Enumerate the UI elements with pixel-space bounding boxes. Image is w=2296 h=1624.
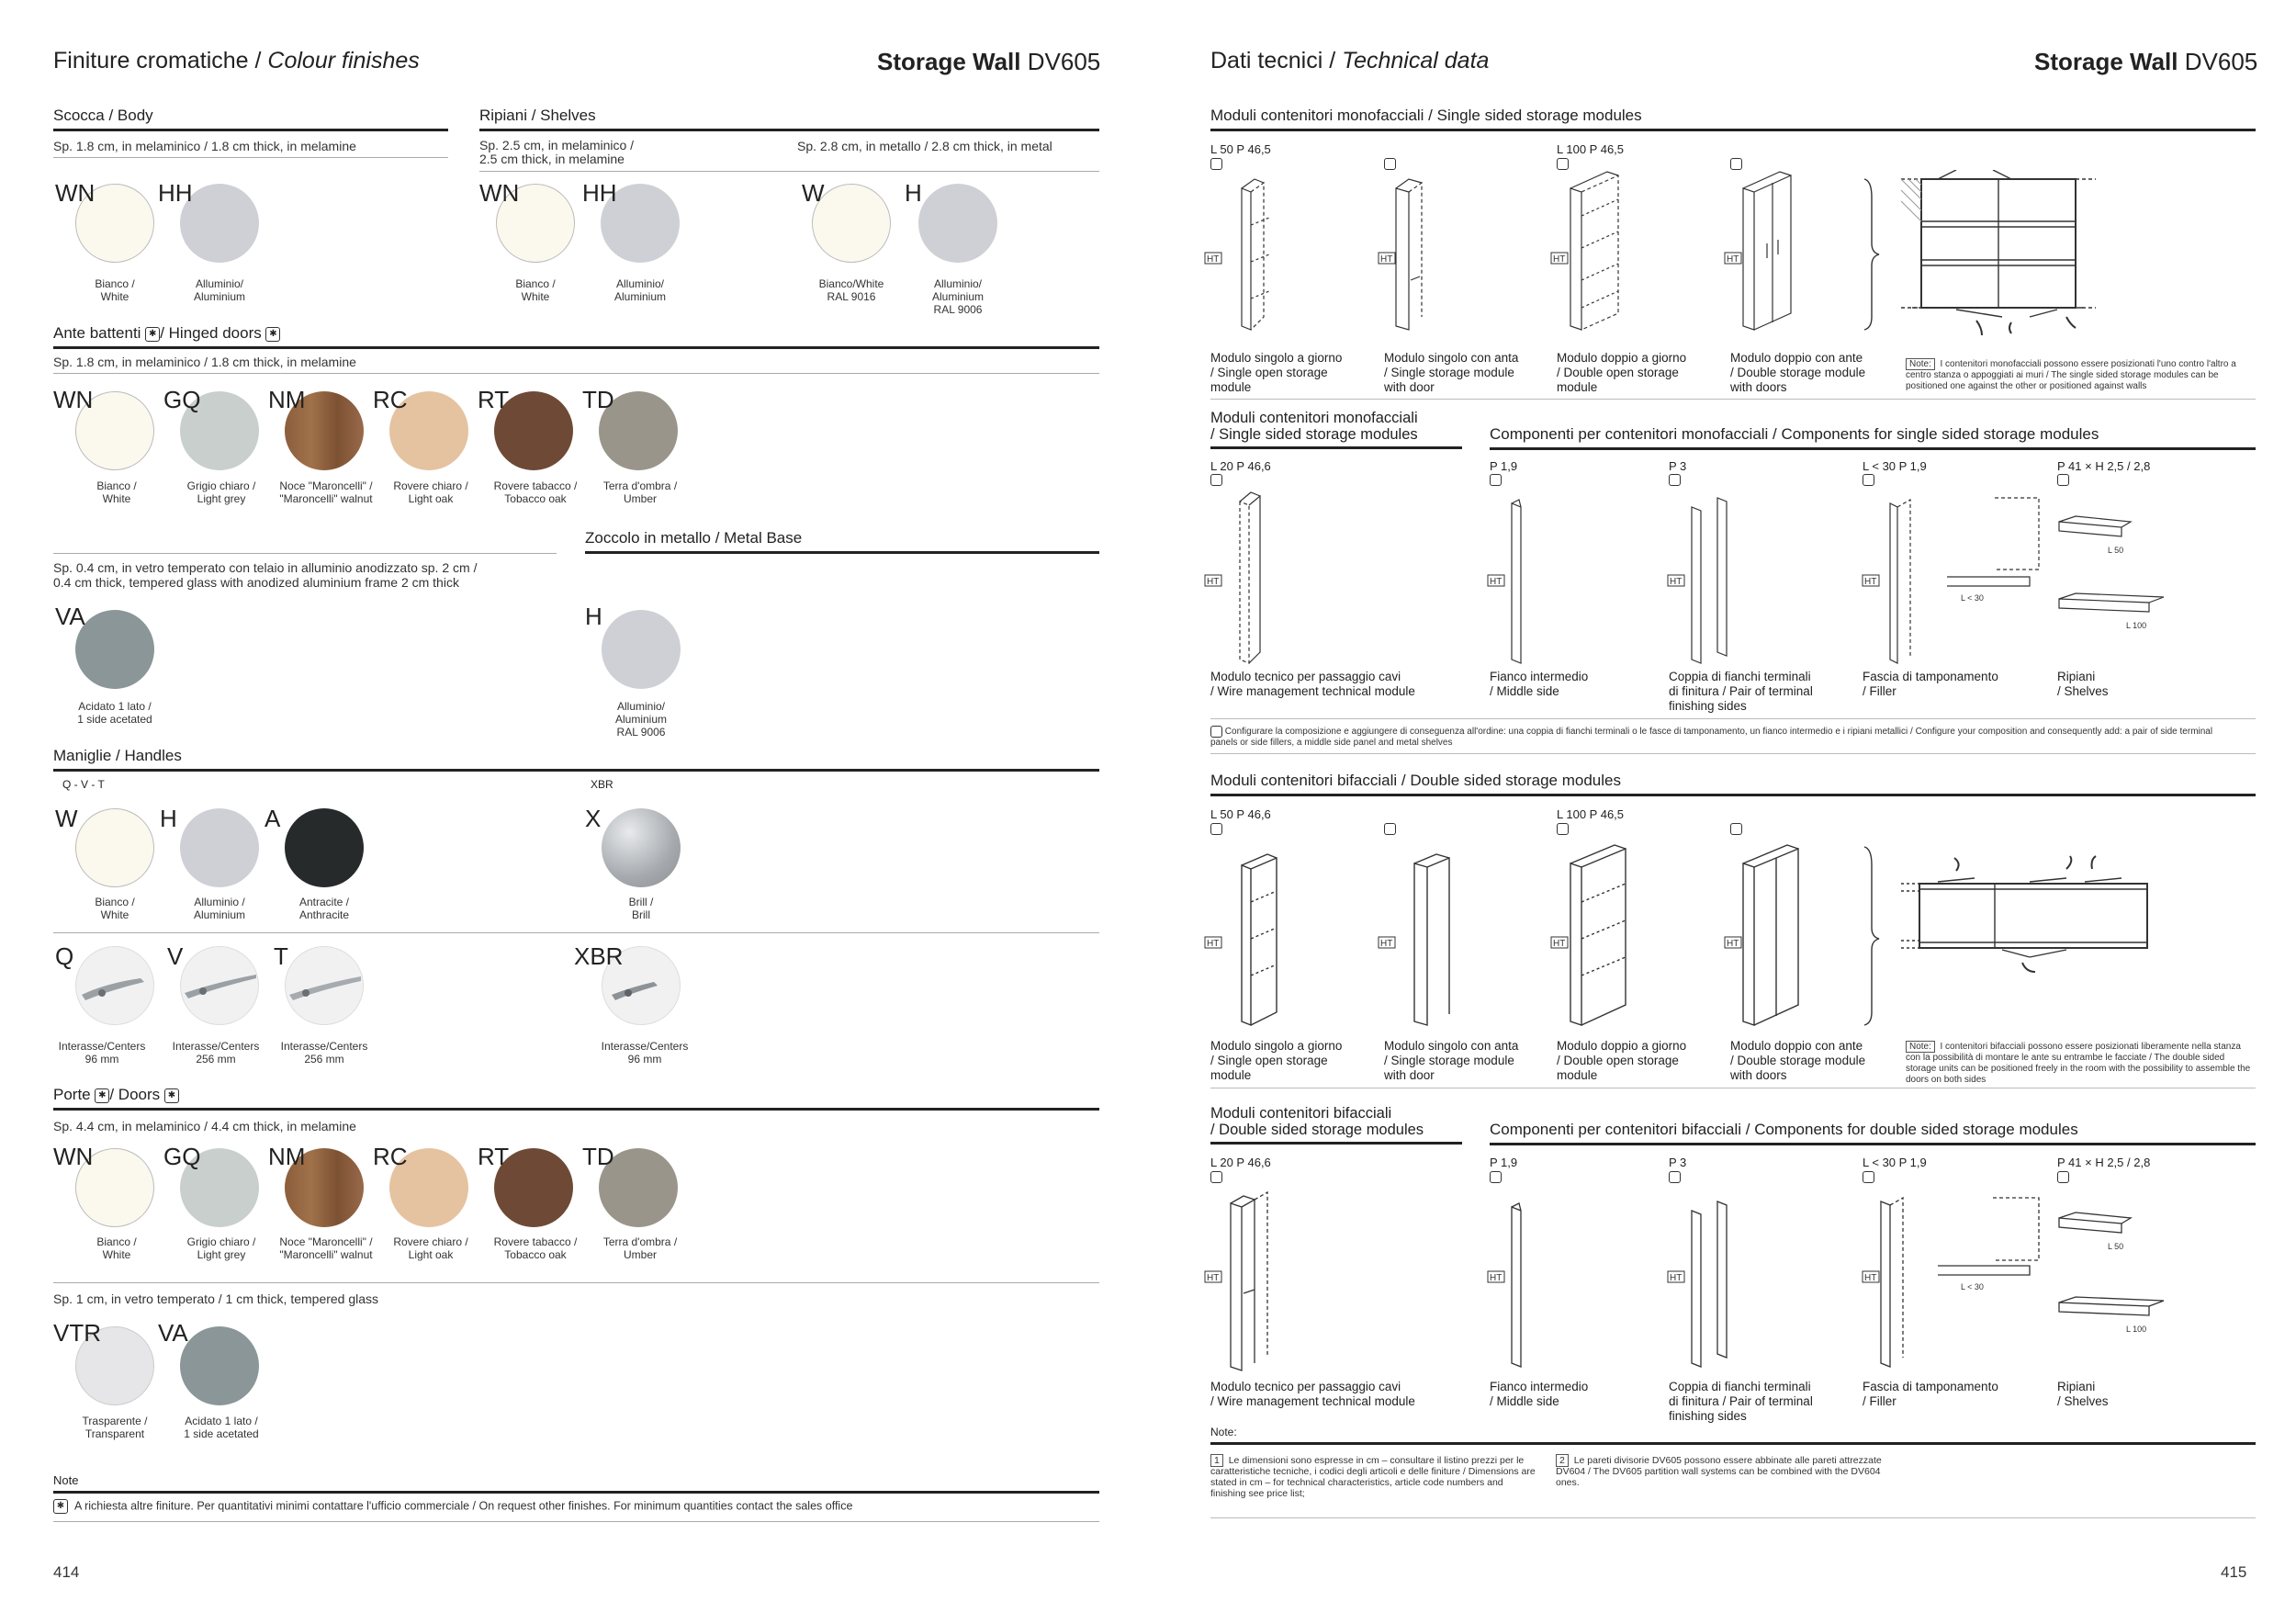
swatch-code: A [264, 805, 281, 832]
swatch-label: Noce "Maroncelli" / "Maroncelli" walnut [279, 479, 373, 505]
shelves-spec-melamine: Sp. 2.5 cm, in melaminico / 2.5 cm thick, in melamine [479, 138, 635, 166]
swatch-glass-va [75, 610, 154, 689]
handle-shape-image [180, 946, 259, 1025]
ht-label: HT [1207, 577, 1220, 587]
swatch [180, 808, 259, 887]
swatch-label: Bianco / White [96, 1235, 137, 1261]
swatch-code: RT [478, 386, 510, 413]
handles-group-xbr: XBR [591, 778, 613, 791]
swatch-label: Interasse/Centers 96 mm [601, 1040, 689, 1066]
module-caption: Modulo doppio con ante / Double storage module with doors [1730, 1039, 1866, 1082]
asterisk-icon: ✱ [95, 1088, 109, 1103]
swatch-code: H [585, 603, 602, 630]
swatch-code: V [167, 942, 184, 970]
divider [1210, 1517, 2256, 1518]
dimension-label: L 50 P 46,6 [1210, 807, 1271, 821]
module-caption: Modulo singolo con anta / Single storage module with door [1384, 1039, 1519, 1082]
ht-label: HT [1490, 1273, 1503, 1283]
note-label: Note: [1906, 1041, 1935, 1053]
swatch-label: Alluminio/ Aluminium RAL 9006 [931, 277, 984, 316]
module-type-icon [1490, 1171, 1502, 1183]
swatch-label: Rovere tabacco / Tobacco oak [493, 1235, 578, 1261]
divider [1210, 399, 2256, 400]
double-sided-modules-drawings [1203, 838, 2259, 1031]
component-caption: Ripiani / Shelves [2057, 1380, 2109, 1408]
final-note-title: Note: [1210, 1426, 2256, 1445]
swatch-code: WN [53, 1143, 94, 1170]
swatch-label: Trasparente / Transparent [82, 1415, 148, 1440]
swatch-label: Grigio chiaro / Light grey [186, 479, 256, 505]
double-sided-note: Note: I contenitori bifacciali possono essere posizionati liberamente nella stanza con la possibilità di montare le ante su entrambe le facciate / The double sided storage units can be positioned freely in the room with the possibility to assemble the doors on both sides [1906, 1042, 2251, 1085]
swatch-label: Terra d'ombra / Umber [602, 479, 678, 505]
dimension-label: P 1,9 [1490, 459, 1518, 473]
doors-spec: Sp. 4.4 cm, in melaminico / 4.4 cm thick, in melamine [53, 1119, 356, 1133]
handle-icon [181, 947, 260, 1026]
note-number: 1 [1210, 1454, 1223, 1467]
right-brand: Storage Wall DV605 [2034, 48, 2258, 75]
module-caption: Modulo doppio a giorno / Double open storage module [1557, 1039, 1687, 1082]
note-number: 2 [1556, 1454, 1569, 1467]
note-text: ✱ A richiesta altre finiture. Per quantitativi minimi contattare l'ufficio commerciale / On request other finishes. For minimum quantities contact the sales office [53, 1499, 852, 1514]
divider [1210, 753, 2256, 754]
swatch-code: VA [55, 603, 85, 630]
component-caption: Fascia di tamponamento / Filler [1863, 1380, 1998, 1408]
divider [1210, 718, 2256, 719]
swatch-label: Alluminio / Aluminium [193, 896, 245, 921]
component-caption: Coppia di fianchi terminali di finitura / Pair of terminal finishing sides [1669, 670, 1813, 713]
hinged-doors-spec: Sp. 1.8 cm, in melaminico / 1.8 cm thick, in melamine [53, 355, 1099, 374]
component-caption: Fianco intermedio / Middle side [1490, 670, 1589, 698]
swatch-code: VA [158, 1319, 188, 1347]
divider [53, 1282, 1099, 1283]
swatch-code: HH [158, 179, 193, 207]
single-sided-note: Note: I contenitori monofacciali possono essere posizionati l'uno contro l'altro a centro stanza o appoggiati ai muri / The single sided storage modules can be positioned one against the other or positioned against walls [1906, 359, 2236, 391]
swatch-code: W [55, 805, 78, 832]
dimension-l30: L < 30 [1961, 593, 1984, 603]
note-label: Note: [1906, 358, 1935, 370]
swatch-label: Alluminio/ Aluminium RAL 9006 [614, 700, 667, 739]
ht-label: HT [1207, 1273, 1220, 1283]
module-type-icon [1384, 158, 1396, 170]
swatch-label: Noce "Maroncelli" / "Maroncelli" walnut [279, 1235, 373, 1261]
swatch-label: Interasse/Centers 256 mm [172, 1040, 260, 1066]
ht-label: HT [1207, 939, 1220, 949]
ht-label: HT [1553, 254, 1566, 265]
note-title: Note [53, 1473, 1099, 1494]
component-caption: Coppia di fianchi terminali di finitura / Pair of terminal finishing sides [1669, 1380, 1813, 1423]
double-sided-components-title: Componenti per contenitori bifacciali / Components for double sided storage modules [1490, 1121, 2256, 1145]
swatch-label: Bianco / White [95, 277, 135, 303]
module-type-icon [1863, 1171, 1874, 1183]
ht-label: HT [1380, 254, 1393, 265]
ht-label: HT [1553, 939, 1566, 949]
swatch-label: Bianco / White [96, 479, 137, 505]
ht-label: HT [1727, 939, 1739, 949]
swatch-code: GQ [163, 386, 201, 413]
swatch [75, 808, 154, 887]
swatch-code: T [274, 942, 288, 970]
ht-label: HT [1727, 254, 1739, 265]
swatch-label: Acidato 1 lato / 1 side acetated [184, 1415, 259, 1440]
body-spec: Sp. 1.8 cm, in melaminico / 1.8 cm thick, in melamine [53, 139, 448, 158]
swatch-code: X [585, 805, 602, 832]
dimension-l50: L 50 [2108, 546, 2124, 555]
swatch-label: Antracite / Anthracite [298, 896, 350, 921]
module-type-icon [1210, 1171, 1222, 1183]
dimension-label: P 1,9 [1490, 1156, 1518, 1169]
ht-label: HT [1864, 1273, 1877, 1283]
swatch-label: Acidato 1 lato / 1 side acetated [77, 700, 152, 726]
module-type-icon [2057, 1171, 2069, 1183]
swatch [285, 808, 364, 887]
handle-shape-image [75, 946, 154, 1025]
config-note: Configurare la composizione e aggiungere di conseguenza all'ordine: una coppia di fianchi terminali o le fasce di tamponamento, un fianco intermedio e i ripiani metallici / Configure your composition and consequently add: a pair of side terminal panels or side fillers, a middle side panel and metal shelves [1210, 727, 2213, 749]
swatch-label: Terra d'ombra / Umber [602, 1235, 678, 1261]
dimension-label: P 41 × H 2,5 / 2,8 [2057, 459, 2151, 473]
metal-base-section-title: Zoccolo in metallo / Metal Base [585, 529, 1099, 554]
dimension-label: P 41 × H 2,5 / 2,8 [2057, 1156, 2151, 1169]
swatch-code: HH [582, 179, 617, 207]
swatch-code: GQ [163, 1143, 201, 1170]
asterisk-icon: ✱ [53, 1499, 68, 1514]
handle-shape-image [285, 946, 364, 1025]
ht-label: HT [1207, 254, 1220, 265]
asterisk-icon: ✱ [164, 1088, 179, 1103]
swatch-label: Grigio chiaro / Light grey [186, 1235, 256, 1261]
swatch-label: Rovere tabacco / Tobacco oak [493, 479, 578, 505]
double-sided-modules-title: Moduli contenitori bifacciali / Double sided storage modules [1210, 772, 2256, 796]
final-note-2: 2 Le pareti divisorie DV605 possono essere abbinate alle pareti attrezzate DV604 / The DV605 partition wall systems can be combined with the DV604 ones. [1556, 1455, 1882, 1488]
swatch-code: H [160, 805, 177, 832]
swatch-code: VTR [53, 1319, 101, 1347]
asterisk-icon: ✱ [265, 327, 280, 342]
swatch-code: RC [373, 1143, 408, 1170]
divider [53, 932, 1099, 933]
dimension-label: P 3 [1669, 459, 1687, 473]
single-sided-technical-module-title: Moduli contenitori monofacciali / Single sided storage modules [1210, 410, 1462, 449]
dimension-label: L 100 P 46,5 [1557, 807, 1625, 821]
dimension-label: L < 30 P 1,9 [1863, 459, 1927, 473]
dimension-l100: L 100 [2126, 1325, 2147, 1334]
final-note-1: 1 Le dimensioni sono espresse in cm – consultare il listino prezzi per le caratteristiche tecniche, i codici degli articoli e delle finiture / Dimensions are stated in cm – for technical characteristics, article code numbers and finishing see price list; [1210, 1455, 1536, 1499]
module-caption: Modulo singolo con anta / Single storage module with door [1384, 351, 1519, 394]
component-caption: Ripiani / Shelves [2057, 670, 2109, 698]
swatch-base-h [602, 610, 681, 689]
hinged-doors-section-title: Ante battenti ✱ / Hinged doors ✱ [53, 324, 1099, 349]
module-type-icon [1210, 158, 1222, 170]
swatch-label: Bianco / White [95, 896, 135, 921]
double-sided-technical-module-title: Moduli contenitori bifacciali / Double sided storage modules [1210, 1105, 1462, 1145]
swatch-label: Bianco / White [515, 277, 556, 303]
swatch-code: RT [478, 1143, 510, 1170]
page-number-right: 415 [2221, 1563, 2247, 1581]
single-sided-components-drawings [1203, 485, 2259, 669]
handles-group-qvt: Q - V - T [62, 778, 105, 791]
divider [479, 171, 1099, 172]
handle-icon [286, 947, 365, 1026]
swatch-code: TD [582, 386, 614, 413]
swatch-label: Alluminio/ Aluminium [193, 277, 245, 303]
swatch-code: NM [268, 1143, 306, 1170]
swatch-code: W [802, 179, 825, 207]
swatch-code: WN [53, 386, 94, 413]
shelves-spec-metal: Sp. 2.8 cm, in metallo / 2.8 cm thick, in metal [797, 139, 1052, 153]
swatch [602, 808, 681, 887]
left-page-title: Finiture cromatiche / Colour finishes [53, 48, 420, 73]
swatch-code: Q [55, 942, 74, 970]
module-type-icon [1669, 1171, 1681, 1183]
glass-spec: Sp. 0.4 cm, in vetro temperato con telaio in alluminio anodizzato sp. 2 cm / 0.4 cm thick, tempered glass with anodized aluminium frame 2 cm thick [53, 560, 478, 590]
dimension-l50: L 50 [2108, 1242, 2124, 1251]
dimension-label: L < 30 P 1,9 [1863, 1156, 1927, 1169]
swatch-code: NM [268, 386, 306, 413]
shelves-section-title: Ripiani / Shelves [479, 107, 1099, 131]
single-sided-modules-title: Moduli contenitori monofacciali / Single sided storage modules [1210, 107, 2256, 131]
swatch-code: XBR [574, 942, 624, 970]
module-type-icon [1210, 823, 1222, 835]
swatch-va [180, 1326, 259, 1405]
divider [53, 553, 557, 554]
body-section-title: Scocca / Body [53, 107, 448, 131]
asterisk-icon: ✱ [145, 327, 160, 342]
ht-label: HT [1670, 1273, 1683, 1283]
swatch-label: Alluminio/ Aluminium [613, 277, 666, 303]
swatch-label: Bianco/White RAL 9016 [818, 277, 884, 303]
swatch-shelf-h [918, 184, 997, 263]
swatch-label: Brill / Brill [628, 896, 654, 921]
right-page-title: Dati tecnici / Technical data [1210, 48, 1490, 73]
swatch-code: H [905, 179, 922, 207]
component-caption: Modulo tecnico per passaggio cavi / Wire management technical module [1210, 1380, 1415, 1408]
swatch-label: Rovere chiaro / Light oak [393, 1235, 468, 1261]
single-sided-modules-drawings [1203, 170, 2259, 344]
module-caption: Modulo singolo a giorno / Single open storage module [1210, 1039, 1343, 1082]
ht-label: HT [1490, 577, 1503, 587]
dimension-l30: L < 30 [1961, 1282, 1984, 1291]
ht-label: HT [1670, 577, 1683, 587]
dimension-label: L 100 P 46,5 [1557, 142, 1625, 156]
module-type-icon [1557, 158, 1569, 170]
swatch-code: TD [582, 1143, 614, 1170]
module-type-icon [1730, 158, 1742, 170]
dimension-label: L 20 P 46,6 [1210, 459, 1271, 473]
double-sided-components-drawings [1203, 1183, 2259, 1376]
module-type-icon [1384, 823, 1396, 835]
swatch-code: WN [479, 179, 520, 207]
component-caption: Fianco intermedio / Middle side [1490, 1380, 1589, 1408]
swatch-label: Interasse/Centers 96 mm [58, 1040, 146, 1066]
swatch-label: Interasse/Centers 256 mm [280, 1040, 368, 1066]
tempered-glass-spec: Sp. 1 cm, in vetro temperato / 1 cm thick, tempered glass [53, 1291, 379, 1306]
swatch-code: WN [55, 179, 96, 207]
ht-label: HT [1380, 939, 1393, 949]
handle-icon [76, 947, 155, 1026]
component-caption: Fascia di tamponamento / Filler [1863, 670, 1998, 698]
module-caption: Modulo doppio con ante / Double storage module with doors [1730, 351, 1866, 394]
dimension-l100: L 100 [2126, 621, 2147, 630]
page-number-left: 414 [53, 1563, 80, 1581]
dimension-label: L 50 P 46,5 [1210, 142, 1271, 156]
swatch-label: Rovere chiaro / Light oak [393, 479, 468, 505]
dimension-label: L 20 P 46,6 [1210, 1156, 1271, 1169]
module-type-icon [1730, 823, 1742, 835]
swatch-code: RC [373, 386, 408, 413]
module-caption: Modulo doppio a giorno / Double open storage module [1557, 351, 1687, 394]
doors-section-title: Porte ✱ / Doors ✱ [53, 1086, 1099, 1111]
module-type-icon [1210, 726, 1222, 738]
component-caption: Modulo tecnico per passaggio cavi / Wire management technical module [1210, 670, 1415, 698]
module-caption: Modulo singolo a giorno / Single open storage module [1210, 351, 1343, 394]
module-type-icon [1557, 823, 1569, 835]
divider [53, 1521, 1099, 1522]
ht-label: HT [1864, 577, 1877, 587]
dimension-label: P 3 [1669, 1156, 1687, 1169]
handles-section-title: Maniglie / Handles [53, 747, 1099, 772]
left-brand: Storage Wall DV605 [877, 48, 1101, 75]
single-sided-components-title: Componenti per contenitori monofacciali / Components for single sided storage modules [1490, 425, 2256, 450]
